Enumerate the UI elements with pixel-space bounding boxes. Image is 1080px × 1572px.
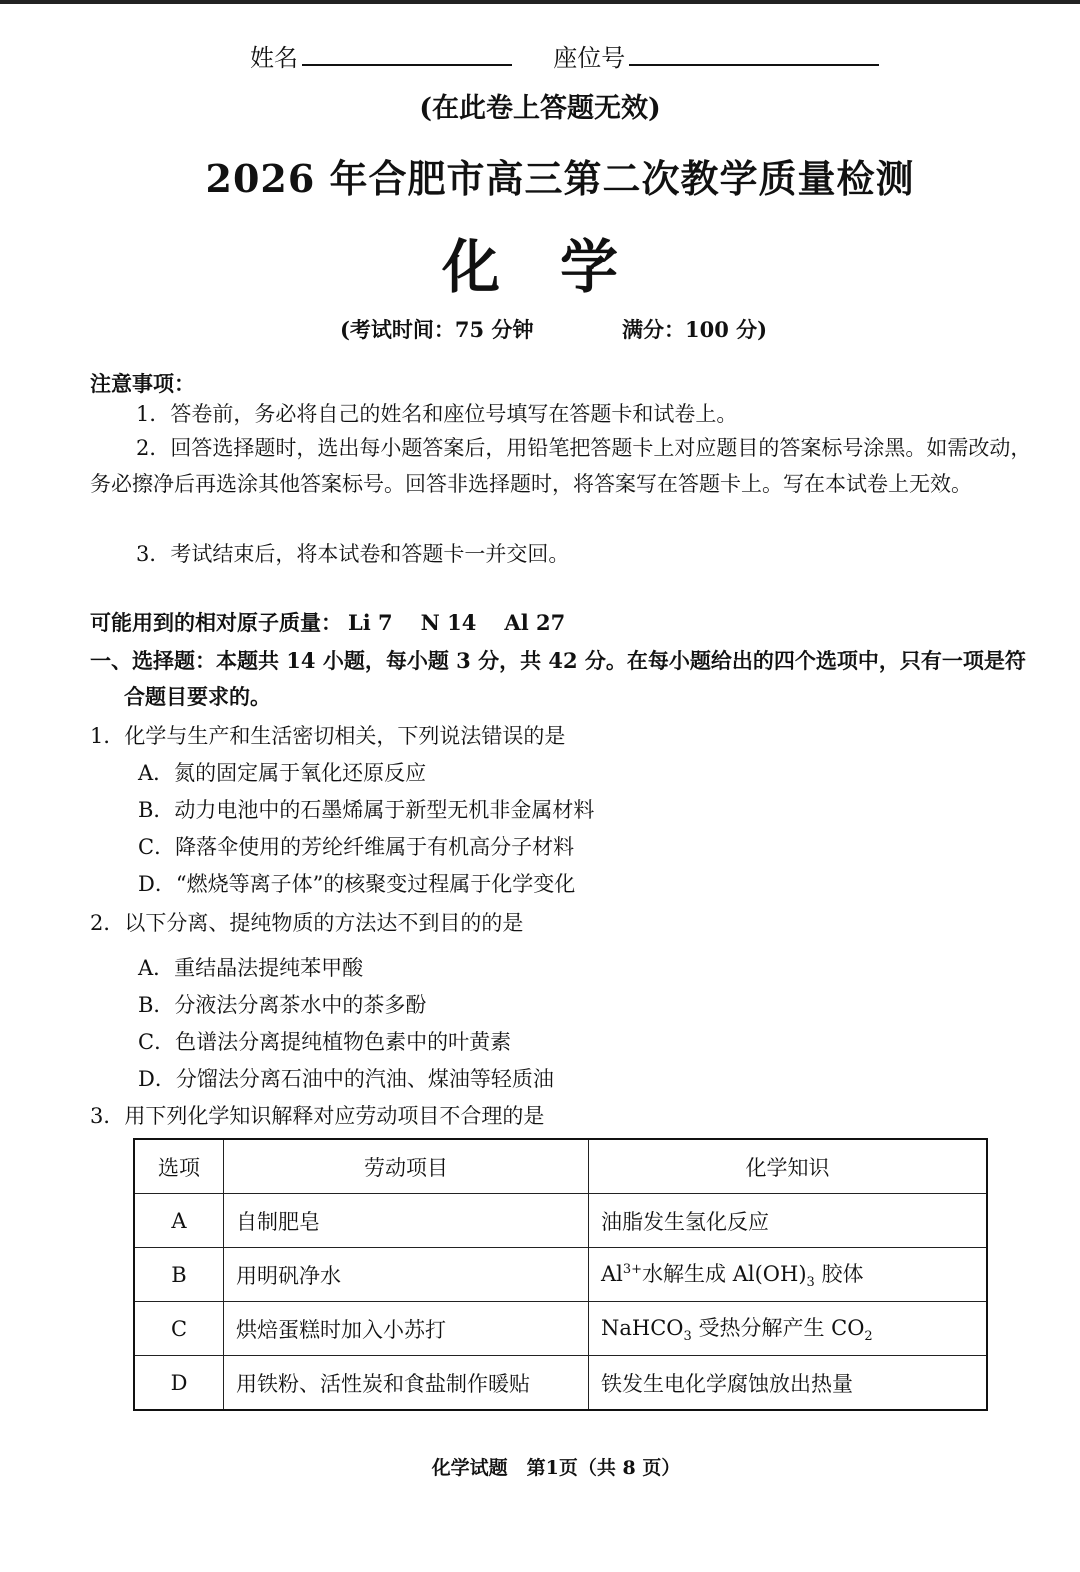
table-cell: A <box>134 1194 224 1248</box>
option-c: C．色谱法分离提纯植物色素中的叶黄素 <box>138 1030 512 1054</box>
seat-blank <box>629 42 879 66</box>
formula-text: 受热分解产生 CO <box>691 1316 865 1341</box>
table-cell: 油脂发生氢化反应 <box>589 1194 988 1248</box>
question-stem: 1．化学与生产和生活密切相关，下列说法错误的是 <box>90 724 566 748</box>
invalid-notice: (在此卷上答题无效) <box>419 93 661 124</box>
exam-title: 2026 年合肥市高三第二次教学质量检测 <box>205 156 915 201</box>
table-row <box>134 1248 987 1302</box>
name-blank <box>302 42 512 66</box>
table-cell: 用铁粉、活性炭和食盐制作暖贴 <box>224 1356 589 1411</box>
top-border-line <box>0 0 1080 4</box>
table-cell: 用明矾净水 <box>224 1248 589 1302</box>
note-item: 1．答卷前，务必将自己的姓名和座位号填写在答题卡和试卷上。 <box>136 402 738 426</box>
table-cell: B <box>134 1248 224 1302</box>
option-a: A．氮的固定属于氧化还原反应 <box>138 761 427 785</box>
subject-title: 化学 <box>441 233 678 301</box>
atomic-mass-item: Li 7 <box>348 610 393 635</box>
table-cell <box>589 1248 988 1302</box>
option-a: A．重结晶法提纯苯甲酸 <box>138 956 364 980</box>
exam-time: (考试时间：75 分钟 <box>340 317 534 342</box>
formula-text: 水解生成 Al(OH) <box>642 1262 807 1287</box>
question-table <box>133 1138 988 1411</box>
full-score: 满分：100 分) <box>622 317 768 342</box>
atomic-mass-item: Al 27 <box>504 610 566 635</box>
seat-label: 座位号 <box>553 44 626 72</box>
name-seat-row <box>250 38 879 73</box>
table-header-row <box>134 1139 987 1194</box>
formula-text: Al <box>601 1262 623 1287</box>
formula-subscript: 2 <box>864 1329 873 1345</box>
question-stem: 3．用下列化学知识解释对应劳动项目不合理的是 <box>90 1104 545 1128</box>
atomic-mass-line <box>90 607 593 637</box>
page-footer: 化学试题 第1页（共 8 页） <box>431 1457 681 1479</box>
table-cell: C <box>134 1302 224 1356</box>
table-cell: D <box>134 1356 224 1411</box>
table-cell: 自制肥皂 <box>224 1194 589 1248</box>
table-header-cell: 选项 <box>134 1139 224 1194</box>
formula-subscript: 3 <box>683 1329 692 1345</box>
formula-text: 胶体 <box>814 1262 864 1287</box>
table-row <box>134 1194 987 1248</box>
option-d: D．分馏法分离石油中的汽油、煤油等轻质油 <box>138 1067 554 1091</box>
note-item: 2．回答选择题时，选出每小题答案后，用铅笔把答题卡上对应题目的答案标号涂黑。如需改动，务必擦净后再选涂其他答案标号。回答非选择题时，将答案写在答题卡上。写在本试卷上无效。 <box>90 436 1032 496</box>
notes-title: 注意事项： <box>90 371 195 396</box>
table-cell: 铁发生电化学腐蚀放出热量 <box>589 1356 988 1411</box>
formula-text: NaHCO <box>601 1316 684 1341</box>
note-item: 3．考试结束后，将本试卷和答题卡一并交回。 <box>136 542 570 566</box>
option-b: B．动力电池中的石墨烯属于新型无机非金属材料 <box>138 798 595 822</box>
table-row <box>134 1302 987 1356</box>
atomic-mass-label: 可能用到的相对原子质量： <box>90 610 342 635</box>
option-c: C．降落伞使用的芳纶纤维属于有机高分子材料 <box>138 835 575 859</box>
table-row <box>134 1356 987 1411</box>
option-b: B．分液法分离茶水中的茶多酚 <box>138 993 427 1017</box>
table-header-cell: 化学知识 <box>589 1139 988 1194</box>
table-cell: 烘焙蛋糕时加入小苏打 <box>224 1302 589 1356</box>
table-header-cell: 劳动项目 <box>224 1139 589 1194</box>
formula-subscript: 3 <box>806 1275 815 1291</box>
option-d: D．“燃烧等离子体”的核聚变过程属于化学变化 <box>138 872 576 896</box>
question-stem: 2．以下分离、提纯物质的方法达不到目的的是 <box>90 911 524 935</box>
formula-superscript: 3+ <box>622 1262 643 1278</box>
name-label: 姓名 <box>250 44 298 72</box>
section-title: 一、选择题：本题共 14 小题，每小题 3 分，共 42 分。在每小题给出的四个选项中，只有一项是符合题目要求的。 <box>90 648 1026 709</box>
table-cell <box>589 1302 988 1356</box>
atomic-mass-item: N 14 <box>420 610 477 635</box>
